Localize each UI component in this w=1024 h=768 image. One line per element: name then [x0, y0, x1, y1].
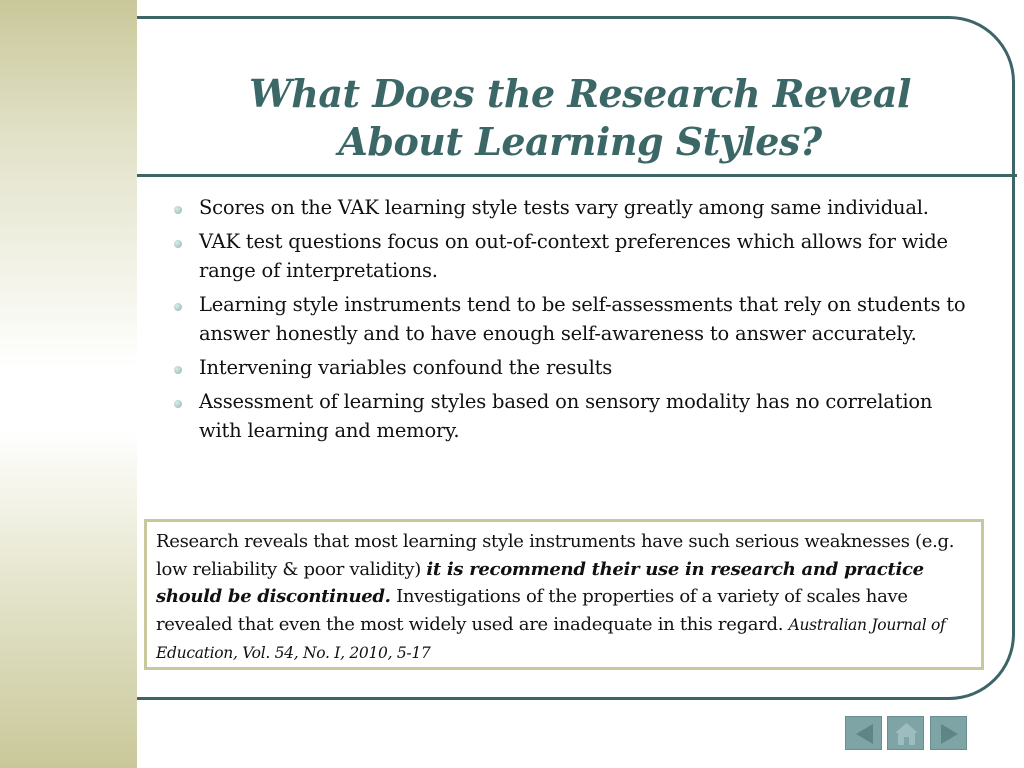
slide-title: [160, 70, 1000, 166]
title-line-2: About Learning Styles?: [338, 119, 822, 164]
bullet-text: Intervening variables confound the results: [199, 356, 613, 379]
bullet-item: [170, 193, 970, 222]
quote-text-end: Investigations of the properties of a variety of scales have revealed that even the most widely used are inadequate in this regard.: [156, 586, 908, 635]
bullet-item: [170, 227, 970, 285]
bullet-dot-icon: [174, 240, 182, 248]
quote-citation: Australian Journal of Education, Vol. 54, No. I, 2010, 5-17: [156, 615, 946, 662]
previous-slide-button[interactable]: [845, 716, 882, 750]
home-button[interactable]: [887, 716, 924, 750]
bullet-text: Scores on the VAK learning style tests vary greatly among same individual.: [199, 196, 929, 219]
bullet-text: VAK test questions focus on out-of-context preferences which allows for wide range of interpretations.: [199, 230, 948, 282]
home-icon: [888, 717, 925, 751]
title-line-1: What Does the Research Reveal: [249, 71, 911, 116]
next-arrow-icon: [931, 717, 968, 751]
bullet-text: Learning style instruments tend to be self-assessments that rely on students to answer honestly and to have enough self-awareness to answer accurately.: [199, 293, 966, 345]
research-quote-box: [144, 519, 984, 670]
bullet-dot-icon: [174, 366, 182, 374]
bullet-dot-icon: [174, 206, 182, 214]
bullet-text: Assessment of learning styles based on sensory modality has no correlation with learning and memory.: [199, 390, 933, 442]
quote-text-start: Research reveals that most learning style instruments have such serious weaknesses (e.g. low reliability & poor validity): [156, 531, 955, 580]
bullet-list: [170, 193, 970, 450]
title-divider: [137, 174, 1017, 177]
bullet-item: [170, 290, 970, 348]
decorative-sidebar: [0, 0, 137, 768]
bullet-item: [170, 353, 970, 382]
previous-arrow-icon: [846, 717, 883, 751]
bullet-item: [170, 387, 970, 445]
bullet-dot-icon: [174, 303, 182, 311]
quote-emphasis: it is recommend their use in research and practice should be discontinued.: [156, 558, 924, 607]
bullet-dot-icon: [174, 400, 182, 408]
next-slide-button[interactable]: [930, 716, 967, 750]
